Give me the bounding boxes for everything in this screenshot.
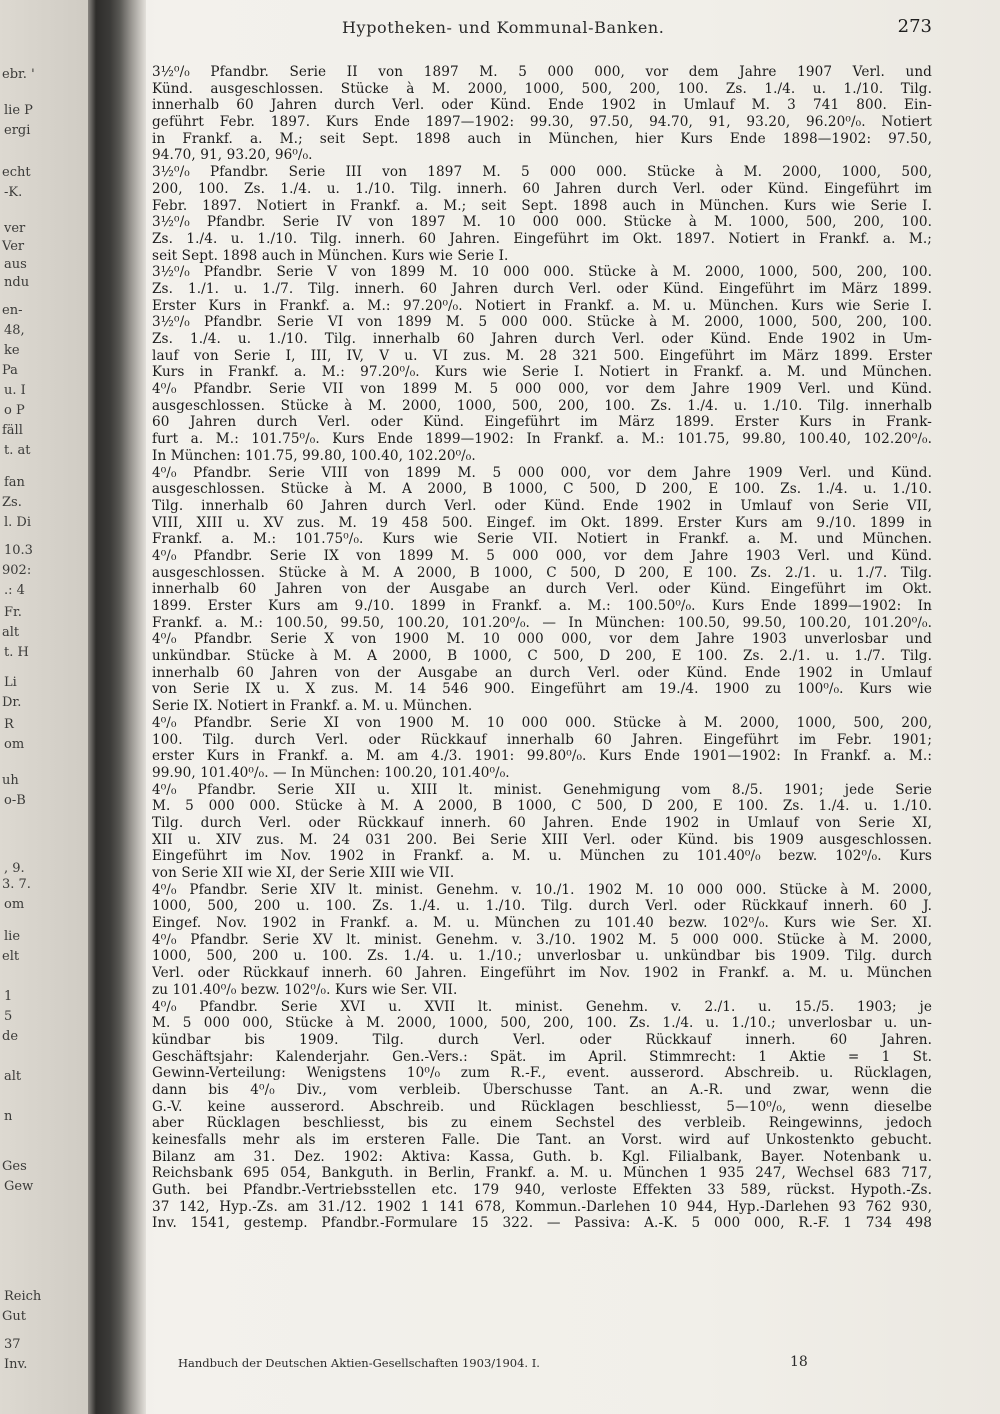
text-line: 4⁰/₀ Pfandbr. Serie XI von 1900 M. 10 000 000. Stücke à M. 2000, 1000, 500, 200,: [152, 714, 932, 731]
left-page-fragment: R: [4, 717, 14, 732]
text-line: von Serie IX u. X zus. M. 14 546 900. Eingeführt am 19./4. 1900 zu 100⁰/₀. Kurs wie: [152, 681, 932, 698]
text-line: 1000, 500, 200 u. 100. Zs. 1./4. u. 1./10. Tilg. durch Verl. oder Rückkauf innerh. 60 J.: [152, 898, 932, 915]
left-page-fragment: aus: [4, 257, 27, 272]
text-line: von Serie XII wie XI, der Serie XIII wie VII.: [152, 865, 455, 881]
text-line: Tilg. durch Verl. oder Rückkauf innerh. 60 Jahren. Ende 1902 in Umlauf von Serie XI,: [152, 814, 932, 831]
left-page-fragment: lie: [4, 929, 21, 944]
text-line: 1000, 500, 200 u. 100. Zs. 1./4. u. 1./10.; unverlosbar u. unkündbar bis 1909. Tilg. durch: [152, 948, 932, 965]
left-page-fragment: o P: [4, 403, 25, 418]
text-line: Zs. 1./4. u. 1./10. Tilg. innerhalb 60 Jahren durch Verl. oder Künd. Ende 1902 in Um-: [152, 331, 932, 347]
left-page-fragment: fäll: [2, 423, 23, 438]
left-page-fragment: elt: [2, 949, 20, 964]
text-line: aber Rücklagen beschliesst, bis zu einem Sechstel des verbleib. Reingewinns, jedoch: [152, 1115, 932, 1132]
footer-text: Handbuch der Deutschen Aktien-Gesellschaften 1903/1904. I.: [178, 1356, 540, 1370]
text-line: 37 142, Hyp.-Zs. am 31./12. 1902 1 141 678, Kommun.-Darlehen 10 944, Hyp.-Darlehen 93 762 930,: [152, 1198, 932, 1215]
text-line: erster Kurs in Frankf. a. M. am 4./3. 1901: 99.80⁰/₀. Kurs Ende 1901—1902: In Frankf. a. M.:: [152, 748, 932, 765]
text-line: Gewinn-Verteilung: Wenigstens 10⁰/₀ zum R.-F., event. ausserord. Abschreib. u. Rücklagen,: [152, 1065, 932, 1082]
text-line: XII u. XIV zus. M. 24 031 200. Bei Serie XIII Verl. oder Künd. bis 1909 ausgeschlossen.: [152, 831, 932, 848]
text-line: 4⁰/₀ Pfandbr. Serie XVI u. XVII lt. minist. Genehm. v. 2./1. u. 15./5. 1903; je: [152, 998, 932, 1015]
page-header: [200, 16, 942, 40]
text-line: keinesfalls mehr als im ersteren Falle. Die Tant. an Vorst. wird auf Unkostenkto gebucht.: [152, 1132, 932, 1148]
left-page-fragment: Ver: [2, 239, 25, 254]
text-line: unkündbar. Stücke à M. A 2000, B 1000, C 500, D 200, E 100. Zs. 2./1. u. 1./7. Tilg.: [152, 648, 932, 665]
left-page-fragment: ver: [4, 221, 26, 236]
left-page-fragment: fan: [4, 475, 25, 490]
left-page-fragment: Li: [4, 675, 17, 690]
left-page-fragment: Inv.: [4, 1357, 28, 1372]
text-line: Erster Kurs in Frankf. a. M.: 97.20⁰/₀. Notiert in Frankf. a. M. u. München. Kurs wie Serie I.: [152, 297, 932, 314]
text-line: Frankf. a. M.: 100.50, 99.50, 100.20, 101.20⁰/₀. — In München: 100.50, 99.50, 100.20, 101.20⁰/₀.: [152, 614, 932, 631]
text-line: Eingef. Nov. 1902 in Frankf. a. M. u. München zu 101.40 bezw. 102⁰/₀. Kurs wie Ser. XI.: [152, 915, 932, 932]
left-page-fragment: Gut: [2, 1309, 26, 1324]
text-line: innerhalb 60 Jahren von der Ausgabe an durch Verl. oder Künd. Eingeführt im Okt.: [152, 581, 932, 598]
left-page-fragment: .: 4: [4, 583, 25, 598]
text-line: 1899. Erster Kurs am 9./10. 1899 in Frankf. a. M.: 100.50⁰/₀. Kurs Ende 1899—1902: In: [152, 598, 932, 614]
left-page-fragment: ebr. ': [2, 67, 35, 82]
text-line: Inv. 1541, gestemp. Pfandbr.-Formulare 15 322. — Passiva: A.-K. 5 000 000, R.-F. 1 734 498: [152, 1215, 932, 1232]
text-line: Reichsbank 695 054, Bankguth. in Berlin, Frankf. a. M. u. München 1 935 247, Wechsel 683 717,: [152, 1165, 932, 1182]
text-line: in Frankf. a. M.; seit Sept. 1898 auch in München, hier Kurs Ende 1898—1902: 97.50,: [152, 130, 932, 147]
left-page-fragment: ndu: [4, 275, 30, 290]
text-line: 4⁰/₀ Pfandbr. Serie XII u. XIII lt. minist. Genehmigung vom 8./5. 1901; jede Serie: [152, 781, 932, 798]
left-page-fragment: u. I: [4, 383, 26, 398]
text-line: G.-V. keine ausserord. Abschreib. und Rücklagen beschliesst, 5—10⁰/₀, wenn dieselbe: [152, 1098, 932, 1115]
text-line: 3½⁰/₀ Pfandbr. Serie III von 1897 M. 5 000 000. Stücke à M. 2000, 1000, 500,: [152, 164, 932, 181]
text-line: 99.90, 101.40⁰/₀. — In München: 100.20, 101.40⁰/₀.: [152, 764, 510, 781]
left-page-fragment: lie P: [4, 103, 33, 118]
text-line: ausgeschlossen. Stücke à M. A 2000, B 1000, C 500, D 200, E 100. Zs. 1./4. u. 1./10.: [152, 481, 932, 498]
left-page-fragment: Fr.: [4, 605, 22, 620]
left-page-fragment: l. Di: [4, 515, 32, 530]
running-head: Hypotheken- und Kommunal-Banken.: [342, 18, 665, 37]
text-line: Bilanz am 31. Dez. 1902: Aktiva: Kassa, Guth. b. Kgl. Filialbank, Bayer. Notenbank u.: [152, 1148, 932, 1165]
page-number: 273: [897, 16, 932, 37]
left-page-fragment: , 9.: [4, 861, 25, 876]
left-page-fragment: o-B: [4, 793, 26, 808]
text-line: Zs. 1./4. u. 1./10. Tilg. innerh. 60 Jahren. Eingeführt im Okt. 1897. Notiert in Frankf. a. M.;: [152, 230, 932, 247]
text-line: 3½⁰/₀ Pfandbr. Serie V von 1899 M. 10 000 000. Stücke à M. 2000, 1000, 500, 200, 100.: [152, 264, 932, 281]
left-page-fragment: alt: [2, 625, 20, 640]
left-page-fragment: -K.: [4, 185, 23, 200]
text-line: 200, 100. Zs. 1./4. u. 1./10. Tilg. innerh. 60 Jahren durch Verl. oder Künd. Eingeführt im: [152, 180, 932, 197]
text-line: VIII, XIII u. XV zus. M. 19 458 500. Eingef. im Okt. 1899. Erster Kurs am 9./10. 1899 in: [152, 514, 932, 531]
text-line: 4⁰/₀ Pfandbr. Serie VII von 1899 M. 5 000 000, vor dem Jahre 1909 Verl. und Künd.: [152, 381, 932, 398]
text-line: 3½⁰/₀ Pfandbr. Serie VI von 1899 M. 5 000 000. Stücke à M. 2000, 1000, 500, 200, 100.: [152, 314, 932, 331]
text-line: seit Sept. 1898 auch in München. Kurs wie Serie I.: [152, 247, 509, 264]
text-line: kündbar bis 1909. Tilg. durch Verl. oder Rückkauf innerh. 60 Jahren.: [152, 1031, 932, 1048]
left-page-fragment: Ges: [2, 1159, 27, 1174]
left-page-fragment: 37: [4, 1337, 21, 1352]
text-line: Verl. oder Rückkauf innerh. 60 Jahren. Eingeführt im Nov. 1902 in Frankf. a. M. u. München: [152, 965, 932, 982]
text-line: Febr. 1897. Notiert in Frankf. a. M.; seit Sept. 1898 auch in München. Kurs wie Serie I.: [152, 197, 932, 214]
text-line: ausgeschlossen. Stücke à M. A 2000, B 1000, C 500, D 200, E 100. Zs. 2./1. u. 1./7. Tilg.: [152, 564, 932, 581]
left-page-fragment: de: [2, 1029, 19, 1044]
text-line: zu 101.40⁰/₀ bezw. 102⁰/₀. Kurs wie Ser. VII.: [152, 981, 458, 998]
left-page-fragment: Pa: [2, 363, 18, 378]
text-line: 4⁰/₀ Pfandbr. Serie IX von 1899 M. 5 000 000, vor dem Jahre 1903 Verl. und Künd.: [152, 547, 932, 564]
text-line: Frankf. a. M.: 101.75⁰/₀. Kurs wie Serie VII. Notiert in Frankf. a. M. und München.: [152, 531, 932, 548]
text-line: ausgeschlossen. Stücke à M. 2000, 1000, 500, 200, 100. Zs. 1./4. u. 1./10. Tilg. innerhalb: [152, 397, 932, 414]
left-page-fragment: en-: [2, 303, 23, 318]
text-line: furt a. M.: 101.75⁰/₀. Kurs Ende 1899—1902: In Frankf. a. M.: 101.75, 99.80, 100.40, 102.20⁰/₀.: [152, 431, 932, 448]
text-line: M. 5 000 000. Stücke à M. A 2000, B 1000, C 500, D 200, E 100. Zs. 1./4. u. 1./10.: [152, 798, 932, 815]
left-page-fragment: alt: [4, 1069, 22, 1084]
adjacent-page-edge: [0, 0, 92, 1414]
left-page-fragment: ergi: [4, 123, 31, 138]
left-page-fragment: uh: [2, 773, 19, 788]
page-footer: [178, 1356, 828, 1376]
left-page-fragment: Zs.: [2, 495, 22, 510]
text-line: Geschäftsjahr: Kalenderjahr. Gen.-Vers.: Spät. im April. Stimmrecht: 1 Aktie = 1 St.: [152, 1048, 932, 1065]
left-page-fragment: t. at: [4, 443, 31, 458]
left-page-fragment: 1: [4, 989, 13, 1004]
left-page-fragment: 3. 7.: [2, 877, 31, 892]
left-page-fragment: t. H: [4, 645, 29, 660]
body-text: [152, 64, 932, 1232]
left-page-fragment: om: [4, 737, 25, 752]
text-line: dann bis 4⁰/₀ Div., vom verbleib. Überschusse Tant. an A.-R. und zwar, wenn die: [152, 1081, 932, 1098]
text-line: 3½⁰/₀ Pfandbr. Serie II von 1897 M. 5 000 000, vor dem Jahre 1907 Verl. und: [152, 64, 932, 80]
left-page-fragment: Dr.: [2, 695, 22, 710]
left-page-fragment: 48,: [4, 323, 25, 338]
left-page-fragment: 10.3: [4, 543, 33, 558]
text-line: Serie IX. Notiert in Frankf. a. M. u. München.: [152, 698, 473, 715]
text-line: 100. Tilg. durch Verl. oder Rückkauf innerhalb 60 Jahren. Eingeführt im Febr. 1901;: [152, 731, 932, 748]
text-line: geführt Febr. 1897. Kurs Ende 1897—1902: 99.30, 97.50, 94.70, 91, 93.20, 96.20⁰/₀. Notiert: [152, 114, 932, 131]
text-line: Guth. bei Pfandbr.-Vertriebsstellen etc. 179 940, verloste Effekten 33 589, rückst. Hypoth.-Zs.: [152, 1182, 932, 1199]
text-line: lauf von Serie I, III, IV, V u. VI zus. M. 28 321 500. Eingeführt im März 1899. Erster: [152, 347, 932, 364]
text-line: Künd. ausgeschlossen. Stücke à M. 2000, 1000, 500, 200, 100. Zs. 1./4. u. 1./10. Tilg.: [152, 80, 932, 97]
left-page-fragment: Gew: [4, 1179, 34, 1194]
text-line: Eingeführt im Nov. 1902 in Frankf. a. M. u. München zu 101.40⁰/₀ bezw. 102⁰/₀. Kurs: [152, 848, 932, 865]
text-line: innerhalb 60 Jahren durch Verl. oder Künd. Ende 1902 in Umlauf M. 3 741 800. Ein-: [152, 97, 932, 114]
text-line: 94.70, 91, 93.20, 96⁰/₀.: [152, 147, 313, 164]
text-line: Kurs in Frankf. a. M.: 97.20⁰/₀. Kurs wie Serie I. Notiert in Frankf. a. M. und München.: [152, 364, 932, 381]
text-line: 4⁰/₀ Pfandbr. Serie XIV lt. minist. Genehm. v. 10./1. 1902 M. 10 000 000. Stücke à M. 2000,: [152, 881, 932, 898]
left-page-fragment: om: [4, 897, 25, 912]
text-line: 4⁰/₀ Pfandbr. Serie X von 1900 M. 10 000 000, vor dem Jahre 1903 unverlosbar und: [152, 631, 932, 648]
left-page-fragment: echt: [2, 165, 31, 180]
signature-number: 18: [790, 1354, 808, 1370]
book-gutter-shadow: [88, 0, 146, 1414]
text-line: Tilg. innerhalb 60 Jahren durch Verl. oder Künd. Ende 1902 in Umlauf von Serie VII,: [152, 497, 932, 514]
left-page-fragment: ke: [4, 343, 20, 358]
text-line: 4⁰/₀ Pfandbr. Serie VIII von 1899 M. 5 000 000, vor dem Jahre 1909 Verl. und Künd.: [152, 464, 932, 481]
text-line: 3½⁰/₀ Pfandbr. Serie IV von 1897 M. 10 000 000. Stücke à M. 1000, 500, 200, 100.: [152, 214, 932, 231]
left-page-fragment: 902:: [2, 563, 32, 578]
text-line: M. 5 000 000, Stücke à M. 2000, 1000, 500, 200, 100. Zs. 1./4. u. 1./10.; unverlosbar u. un-: [152, 1015, 932, 1032]
text-line: 60 Jahren durch Verl. oder Künd. Eingeführt im März 1899. Erster Kurs in Frank-: [152, 414, 932, 431]
text-line: 4⁰/₀ Pfandbr. Serie XV lt. minist. Genehm. v. 3./10. 1902 M. 5 000 000. Stücke à M. 2000,: [152, 931, 932, 948]
text-line: Zs. 1./1. u. 1./7. Tilg. innerh. 60 Jahren durch Verl. oder Künd. Eingeführt im März 1899.: [152, 280, 932, 297]
left-page-fragment: n: [4, 1109, 13, 1124]
left-page-fragment: Reich: [4, 1289, 42, 1304]
text-line: In München: 101.75, 99.80, 100.40, 102.20⁰/₀.: [152, 447, 476, 464]
left-page-fragment: 5: [4, 1009, 13, 1024]
text-line: innerhalb 60 Jahren von der Ausgabe an durch Verl. oder Künd. Ende 1902 in Umlauf: [152, 664, 932, 681]
